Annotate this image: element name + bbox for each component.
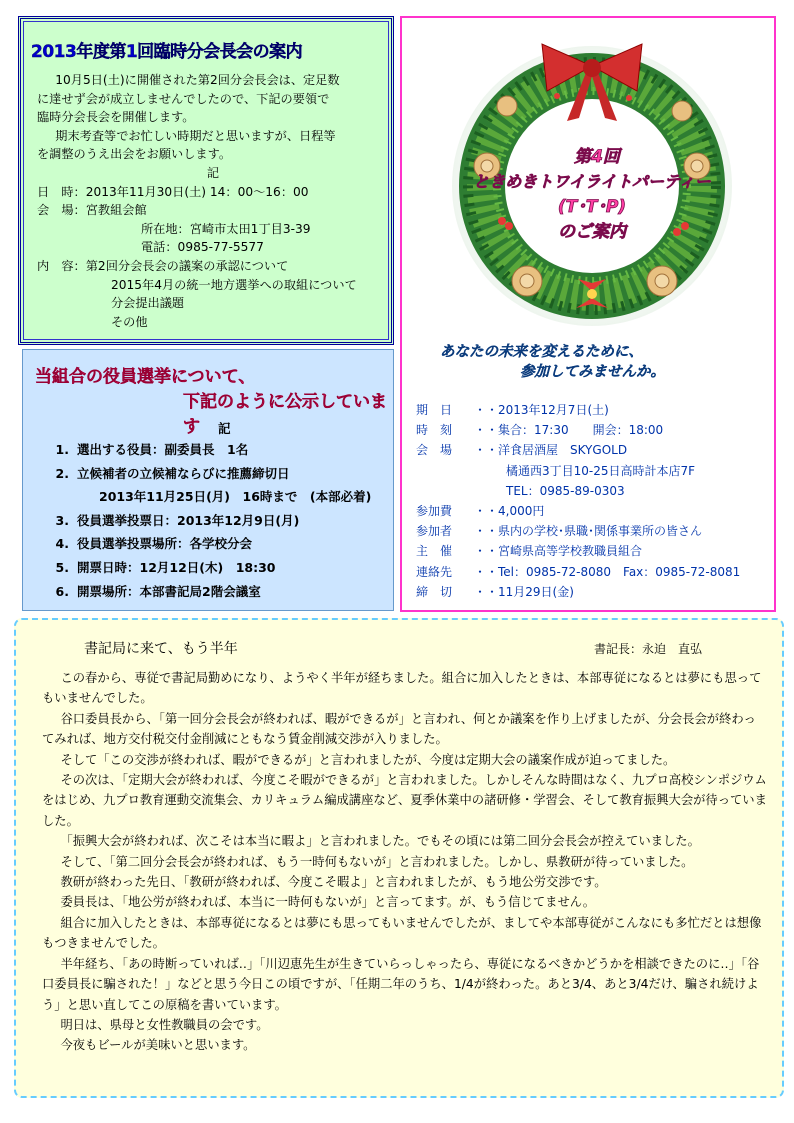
- essay-paragraph: 谷口委員長から、「第一回分会長会が終われば、暇ができるが」と言われ、何とか議案を作り上げましたが、分会長会が終わってみれば、地方交付税交付金削減にともなう賃金削減交渉が入りました。: [42, 711, 756, 747]
- list-item: 2. 立候補者の立候補ならびに推薦締切日: [55, 465, 290, 481]
- election-ki: 記: [218, 421, 231, 436]
- election-list: [39, 438, 371, 603]
- notice-request: 期末考査等でお忙しい時期だと思いますが、日程等 を調整のうえ出会をお願いします。: [37, 128, 336, 162]
- notice-content-3: 分会提出議題: [111, 296, 185, 311]
- wreath-text-2: ときめきトワイライトパーティー: [473, 172, 711, 191]
- list-item: 1. 選出する役員：副委員長 1名: [55, 442, 249, 457]
- election-title-line-2: 下記のように公示しています: [183, 392, 387, 437]
- party-fee: 参加費 ・・4,000円: [416, 504, 545, 519]
- notice-content-1: 内 容：第2回分会長会の議案の承認について: [37, 258, 289, 273]
- essay-paragraph: 「振興大会が終われば、次こそは本当に暇よ」と言われました。でもその頃には第二回分会長会が控えていました。: [60, 834, 700, 849]
- christmas-wreath-image: [447, 36, 737, 326]
- essay-body: [42, 668, 768, 1056]
- essay-paragraph: 委員長は、「地公労が終われば、本当に一時何もないが」と言ってます。が、もう信じてません。: [60, 895, 596, 910]
- essay-paragraph: その次は、「定期大会が終われば、今度こそ暇ができるが」と言われました。しかしそんな時間はなく、九プロ高校シンポジウムをはじめ、九プロ教育運動交流集会、カリキュラム編成講座など、夏季休業中の諸研修・学習会、そして教育振興大会が待っていました。: [42, 773, 767, 828]
- notice-phone: 電話：0985-77-5577: [141, 240, 264, 255]
- essay-paragraph: 今夜もビールが美味いと思います。: [60, 1038, 256, 1053]
- essay-paragraph: 明日は、県母と女性教職員の会です。: [60, 1017, 269, 1032]
- party-time: 時 刻 ・・集合：17:30 開会：18:00: [416, 423, 664, 438]
- list-item: 6. 開票場所：本部書記局2階会議室: [55, 583, 261, 599]
- wreath-text-1: 第4回: [574, 147, 620, 167]
- notice-content-4: その他: [111, 314, 148, 329]
- essay-paragraph: そして「この交渉が終われば、暇ができるが」と言われましたが、今度は定期大会の議案作成が迫ってました。: [60, 752, 676, 767]
- party-date: 期 日 ・・2013年12月7日(土): [416, 403, 609, 417]
- party-contact: 連絡先 ・・Tel：0985-72-8080 Fax：0985-72-8081: [416, 564, 741, 579]
- notice-content-2: 2015年4月の統一地方選挙への取組について: [111, 277, 357, 292]
- essay-paragraph: そして、「第二回分会長会が終われば、もう一時何もないが」と言われました。しかし、県教研が待っていました。: [60, 854, 694, 869]
- party-flyer-box: [400, 16, 776, 612]
- party-address: 橘通西3丁目10-25日高時計本店7F: [506, 463, 696, 478]
- essay-title: 書記局に来て、もう半年: [84, 641, 238, 657]
- essay-author: 書記長：永迫 直弘: [594, 642, 703, 656]
- notice-venue: 会 場：宮教組会館: [37, 203, 147, 218]
- essay-box: [14, 618, 784, 1098]
- party-host: 主 催 ・・宮崎県高等学校教職員組合: [416, 544, 643, 559]
- essay-paragraph: 教研が終わった先日、「教研が終われば、今度こそ暇よ」と言われましたが、もう地公労交渉です。: [60, 875, 607, 890]
- election-notice-box: [22, 349, 394, 611]
- essay-paragraph: 組合に加入したときは、本部専従になるとは夢にも思ってもいませんでしたが、ましてや本部専従がこんなにも多忙だとは想像もつきませんでした。: [42, 915, 762, 951]
- essay-paragraph: 半年経ち、「あの時断っていれば‥」「川辺恵先生が生きていらっしゃったら、専従になるべきかどうかを相談できたのに‥」「谷口委員長に騙された！」などと思う今日この頃ですが、「任期二年のうち、1/4が終わった。あと3/4、あと3/4だけ、騙され続けよう」と思い直してこの原稿を書いています。: [42, 956, 760, 1012]
- party-tel: TEL：0985-89-0303: [506, 483, 625, 498]
- party-slogan-2: 参加してみませんか。: [520, 364, 665, 380]
- essay-paragraph: この春から、専従で書記局勤めになり、ようやく半年が経ちました。組合に加入したときは、本部専従になるとは夢にも思ってもいませんでした。: [42, 671, 762, 706]
- party-venue: 会 場 ・・洋食居酒屋 SKYGOLD: [416, 443, 628, 458]
- election-deadline: 2013年11月25日(月) 16時まで (本部必着): [99, 489, 372, 505]
- party-details: [416, 400, 740, 602]
- meeting-notice-title: 2013年度第1回臨時分会長会の案内: [31, 42, 303, 62]
- wreath-text-3: (T･T･P): [557, 197, 627, 217]
- notice-ki: 記: [206, 165, 220, 180]
- list-item: 5. 開票日時：12月12日(木) 18:30: [55, 559, 276, 575]
- list-item: 4. 役員選挙投票場所：各学校分会: [55, 536, 253, 552]
- meeting-notice-body: [37, 71, 389, 331]
- party-participants: 参加者 ・・県内の学校･県職･関係事業所の皆さん: [416, 524, 703, 539]
- election-title-line-1: 当組合の役員選挙について、: [35, 367, 256, 387]
- notice-address: 所在地：宮崎市太田1丁目3-39: [141, 221, 311, 236]
- party-deadline: 締 切 ・・11月29日(金): [416, 584, 574, 599]
- list-item: 3. 役員選挙投票日：2013年12月9日(月): [55, 512, 300, 528]
- notice-datetime: 日 時：2013年11月30日(土) 14：00～16：00: [37, 184, 309, 199]
- wreath-text-4: のご案内: [558, 222, 626, 242]
- notice-intro: 10月5日(土)に開催された第2回分会長会は、定足数 に達せず会が成立しませんでしたので、下記の要領で 臨時分会長会を開催します。: [37, 73, 340, 125]
- party-slogan-1: あなたの未来を変えるために、: [440, 344, 643, 360]
- meeting-notice-box: [18, 16, 394, 345]
